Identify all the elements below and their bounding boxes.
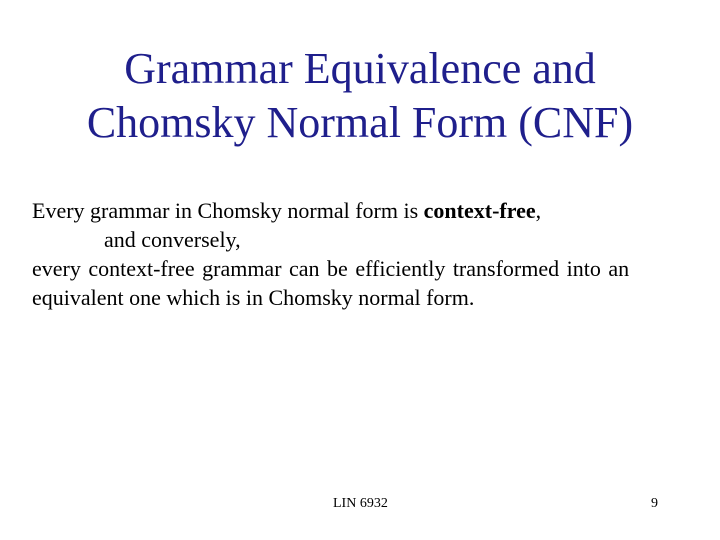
body-line-1-text: Every grammar in Chomsky normal form is [32,198,424,223]
context-free-term: context-free [423,198,536,223]
slide-title [0,42,720,150]
footer-page-number: 9 [651,496,658,511]
footer-course-label: LIN 6932 [333,496,388,511]
slide-body [32,196,692,312]
body-line-4: equivalent one which is in Chomsky normal form. [32,285,475,310]
body-line-1-comma: , [535,198,542,223]
slide-title-line-2: Chomsky Normal Form (CNF) [86,98,634,147]
body-line-1 [32,196,692,225]
body-line-3: every context-free grammar can be efficiently transformed into an [32,256,630,281]
slide-title-line-1: Grammar Equivalence and [124,44,596,93]
body-line-2: and conversely, [104,227,241,252]
